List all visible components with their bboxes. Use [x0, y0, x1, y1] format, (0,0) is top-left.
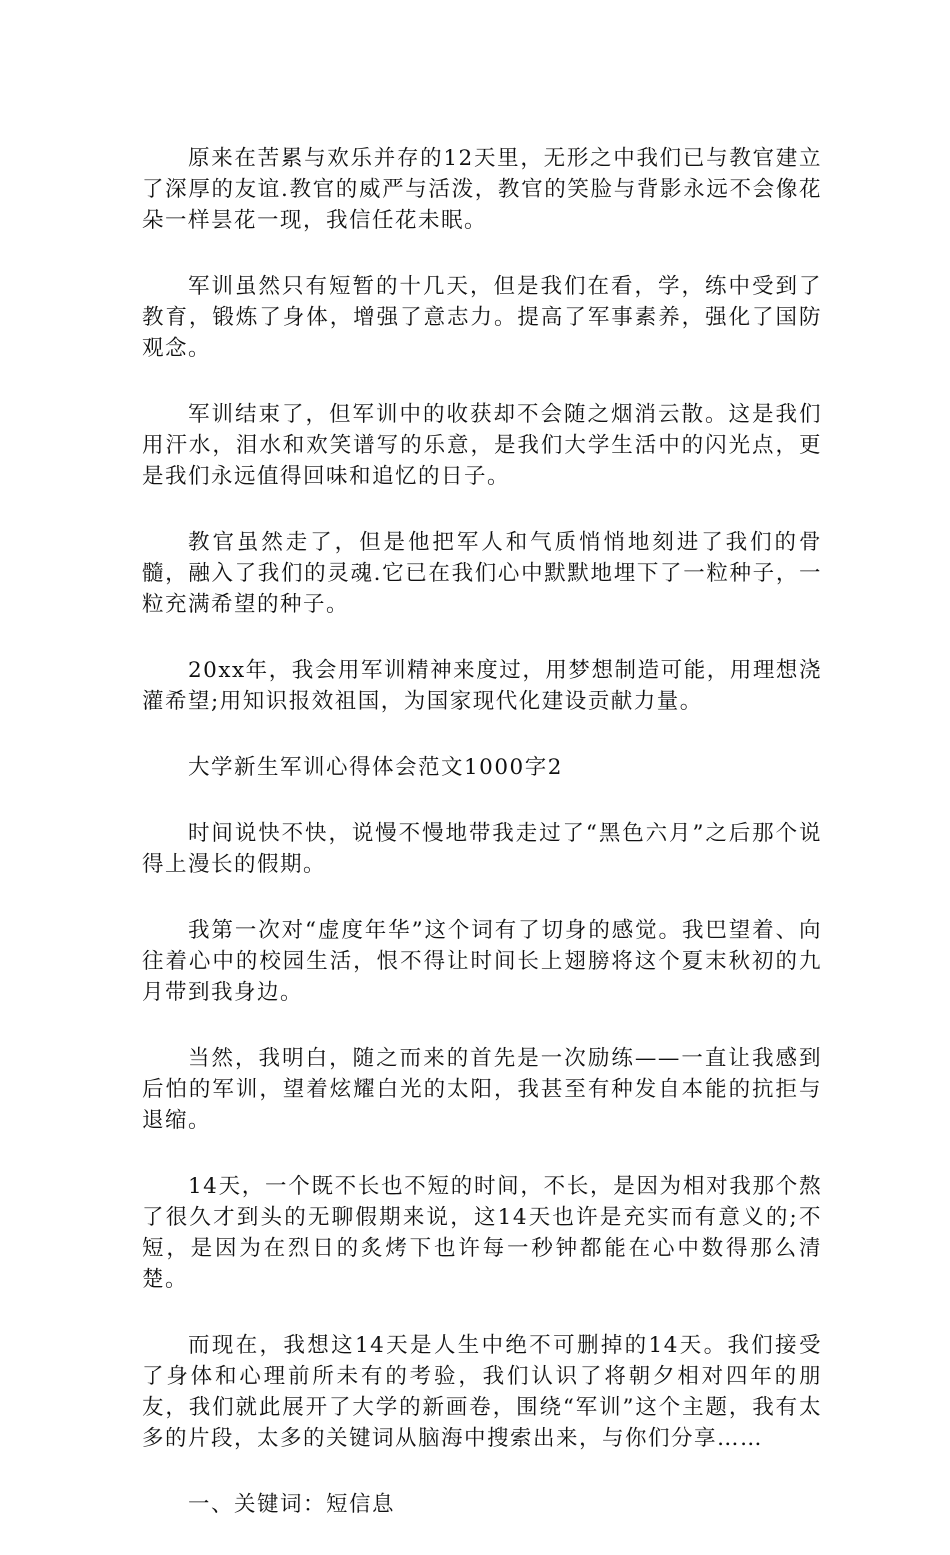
paragraph-fourteen-days: 14天，一个既不长也不短的时间，不长，是因为相对我那个熬了很久才到头的无聊假期来说，这14天也许是充实而有意义的;不短，是因为在烈日的炙烤下也许每一秒钟都能在心中数得那么清楚。 [142, 1174, 822, 1292]
paragraph-training-benefits: 军训虽然只有短暂的十几天，但是我们在看，学，练中受到了教育，锻炼了身体，增强了意志力。提高了军事素养，强化了国防观念。 [142, 274, 822, 361]
section-heading: 大学新生军训心得体会范文1000字2 [188, 755, 563, 780]
keyword-heading: 一、关键词：短信息 [188, 1492, 396, 1517]
paragraph-long-holiday: 时间说快不快，说慢不慢地带我走过了“黑色六月”之后那个说得上漫长的假期。 [142, 821, 822, 877]
paragraph-fear-of-training: 当然，我明白，随之而来的首先是一次励练——一直让我感到后怕的军训，望着炫耀白光的太阳，我甚至有种发自本能的抗拒与退缩。 [142, 1046, 822, 1133]
paragraph-future: 20xx年，我会用军训精神来度过，用梦想制造可能，用理想浇灌希望;用知识报效祖国，为国家现代化建设贡献力量。 [142, 658, 822, 714]
paragraph-wasted-time: 我第一次对“虚度年华”这个词有了切身的感觉。我巴望着、向往着心中的校园生活，恨不得让时间长上翅膀将这个夏末秋初的九月带到我身边。 [142, 918, 822, 1005]
paragraph-instructor-left: 教官虽然走了，但是他把军人和气质悄悄地刻进了我们的骨髓，融入了我们的灵魂.它已在我们心中默默地埋下了一粒种子，一粒充满希望的种子。 [142, 530, 822, 617]
paragraph-training-ended: 军训结束了，但军训中的收获却不会随之烟消云散。这是我们用汗水，泪水和欢笑谱写的乐意，是我们大学生活中的闪光点，更是我们永远值得回味和追忆的日子。 [142, 402, 822, 489]
paragraph-sharing: 而现在，我想这14天是人生中绝不可删掉的14天。我们接受了身体和心理前所未有的考验，我们认识了将朝夕相对四年的朋友，我们就此展开了大学的新画卷，围绕“军训”这个主题，我有太多的片段，太多的关键词从脑海中搜索出来，与你们分享…… [142, 1333, 822, 1451]
document-body [142, 143, 822, 1555]
paragraph-friendship: 原来在苦累与欢乐并存的12天里，无形之中我们已与教官建立了深厚的友谊.教官的威严与活泼，教官的笑脸与背影永远不会像花朵一样昙花一现，我信任花未眠。 [142, 146, 822, 233]
